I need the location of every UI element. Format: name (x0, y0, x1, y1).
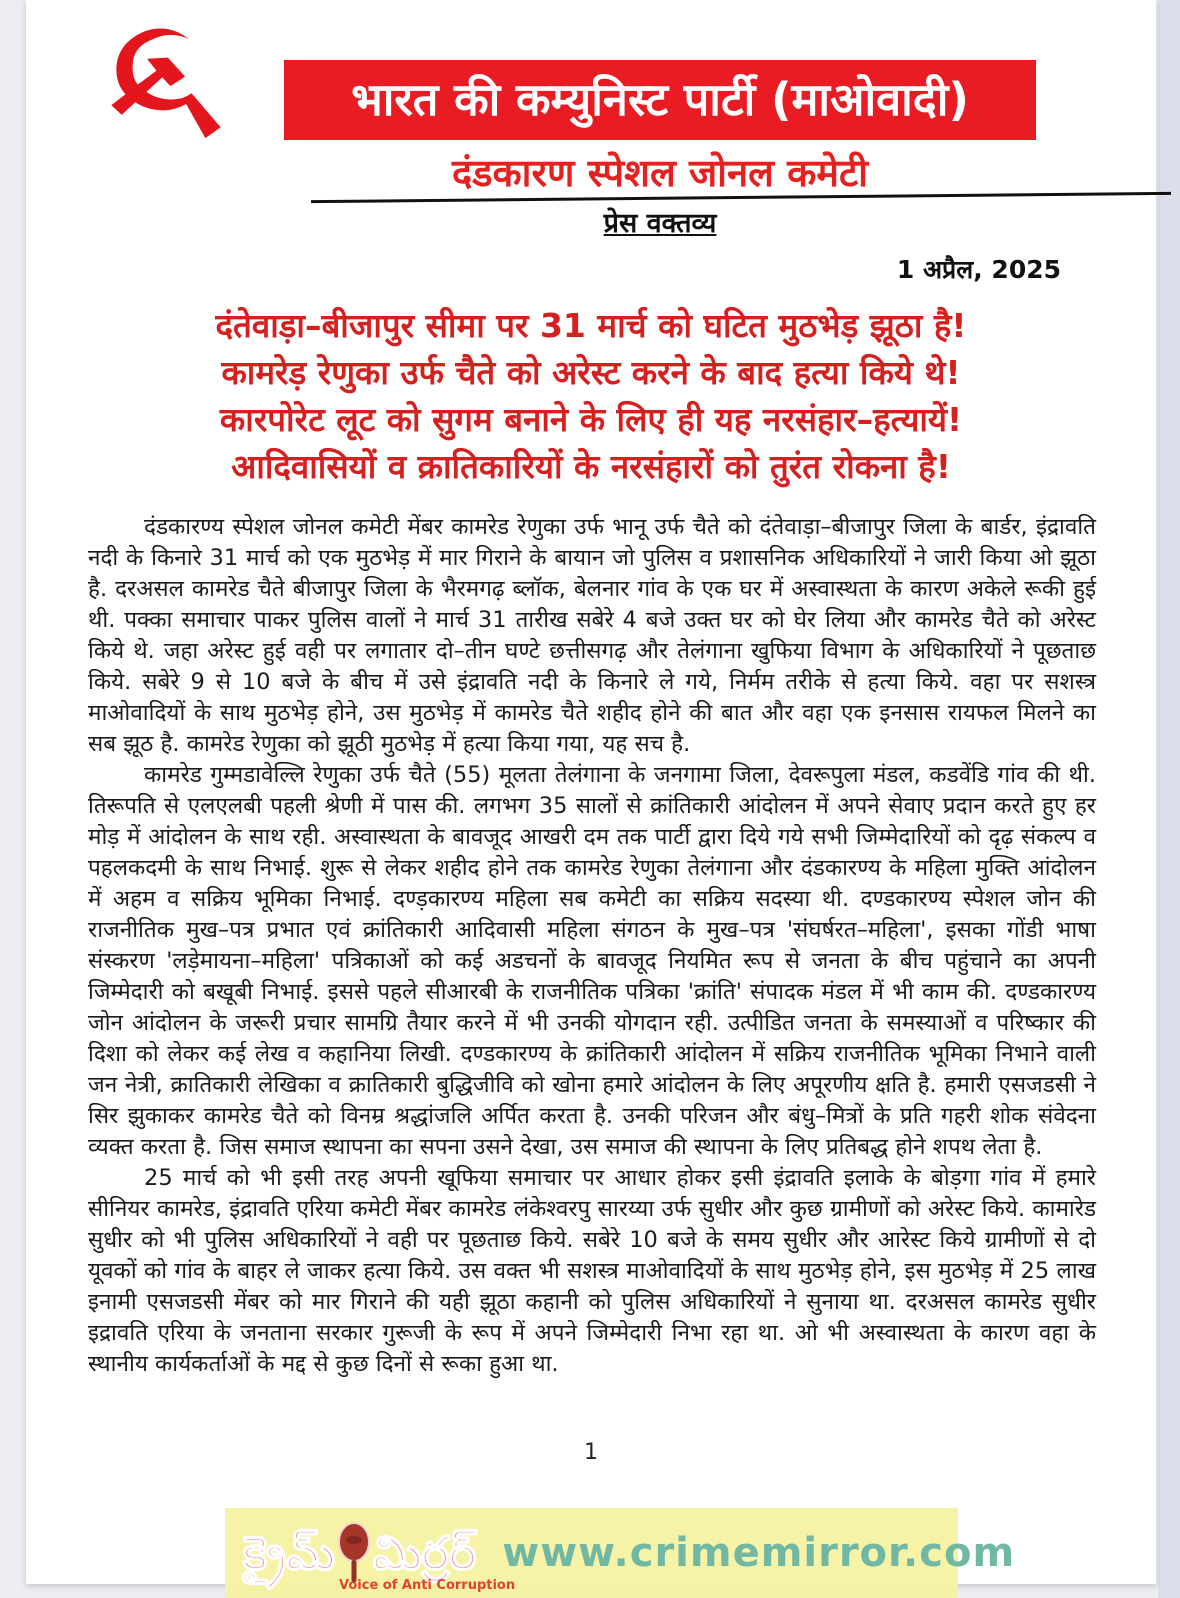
date: 1 अप्रैल, 2025 (896, 255, 1061, 284)
paragraph-3: 25 मार्च को भी इसी तरह अपनी खूफिया समाचार पर आधार होकर इसी इंद्रावति इलाके के बोड़गा गांव में हमारे सीनियर कामरेड, इंद्रावति एरिया कमेटी मेंबर कामरेड लंकेश्वरपु सारय्या उर्फ सुधीर और कुछ ग्रामीणों को अरेस्ट किये. कामारेड सुधीर को भी पुलिस अधिकारियों ने वही पर पूछताछ किये. सबेरे 10 बजे के समय सुधीर और आरेस्ट किये ग्रामीणों से दो यूवकों को गांव के बाहर ले जाकर हत्या किये. उस वक्त भी सशस्त्र माओवादियों के साथ मुठभेड़ होने, इस मुठभेड़ में 25 लाख इनामी एसजडसी मेंबर को मार गिराने की यही झूठा कहानी को पुलिस अधिकारियों ने सुनाया था. दरअसल कामरेड सुधीर इद्रावति एरिया के जनताना सरकार गुरूजी के रूप में अपने जिम्मेदारी निभा रहा था. ओ भी अस्वास्थता के कारण वहा के स्थानीय कार्यकर्ताओं के मद्द से कुछ दिनों से रूका हुआ था. (88, 1165, 1096, 1377)
scan-edge-strip (1158, 0, 1180, 1598)
headline-4: आदिवासियों व क्रातिकारियों के नरसंहारों को तुरंत रोकना है! (231, 447, 951, 486)
crimemirror-watermark (225, 1508, 1016, 1598)
party-name-banner: भारत की कम्युनिस्ट पार्टी (माओवादी) (284, 60, 1036, 140)
paragraph-2: कामरेड गुम्मडावेल्लि रेणुका उर्फ चैते (55) मूलता तेलंगाना के जनगामा जिला, देवरूपुला मंडल, कडवेंडि गांव की थी. तिरूपति से एलएलबी पहली श्रेणी में पास की. लगभग 35 सालों से क्रांतिकारी आंदोलन में अपने सेवाए प्रदान करते हुए हर मोड़ में आंदोलन के साथ रही. अस्वास्थता के बावजूद आखरी दम तक पार्टी द्वारा दिये गये सभी जिम्मेदारियों को दृढ़ संकल्प व पहलकदमी के साथ निभाई. शुरू से लेकर शहीद होने तक कामरेड रेणुका तेलंगाना और दंडकारण्य के महिला मुक्ति आंदोलन में अहम व सक्रिय भूमिका निभाई. दण्ड़कारण्य महिला सब कमेटी का सक्रिय सदस्या थी. दण्डकारण्य स्पेशल जोन की राजनीतिक मुख–पत्र प्रभात एवं क्रांतिकारी आदिवासी महिला संगठन के मुख–पत्र 'संघर्षरत–महिला', इसका गोंडी भाषा संस्करण 'लड़ेमायना–महिला' पत्रिकाओं को कई अडचनों के बावजूद नियमित रूप से जनता के बीच पहुंचाने का अपनी जिम्मेदारी को बखूबी निभाई. इससे पहले सीआरबी के राजनीतिक पत्रिका 'क्रांति' संपादक मंडल में भी काम की. दण्डकारण्य जोन आंदोलन के जरूरी प्रचार सामग्रि तैयार करने में भी उनकी योगदान रही. उत्पीडित जनता के समस्याओं व परिष्कार की दिशा को लेकर कई लेख व कहानिया लिखी. दण्डकारण्य के क्रांतिकारी आंदोलन में सक्रिय राजनीतिक भूमिका निभाने वाली जन नेत्री, क्रातिकारी लेखिका व क्रातिकारी बुद्धिजीवि को खोना हमारे आंदोलन के लिए अपूरणीय क्षति है. हमारी एसजडसी ने सिर झुकाकर कामरेड चैते को विनम्र श्रद्धांजलि अर्पित करता है. उनकी परिजन और बंधु–मित्रों के प्रति गहरी शोक संवेदना व्यक्त करता है. जिस समाज स्थापना का सपना उसने देखा, उस समाज की स्थापना के लिए प्रतिबद्ध होने शपथ लेता है. (88, 762, 1096, 1160)
paragraph-1: दंडकारण्य स्पेशल जोनल कमेटी मेंबर कामरेड रेणुका उर्फ भानू उर्फ चैते को दंतेवाड़ा–बीजापुर जिला के बार्डर, इंद्रावति नदी के किनारे 31 मार्च को एक मुठभेड़ में मार गिराने के बायान जो पुलिस व प्रशासनिक अधिकारियों ने जारी किया ओ झूठा है. दरअसल कामरेड चैते बीजापुर जिला के भैरमगढ़ ब्लॉक, बेलनार गांव के एक घर में अस्वास्थता के कारण अकेले रूकी हुई थी. पक्का समाचार पाकर पुलिस वालों ने मार्च 31 तारीख सबेरे 4 बजे उक्त घर को घेर लिया और कामरेड चैते को अरेस्ट किये थे. जहा अरेस्ट हुई वही पर लगातार दो–तीन घण्टे छत्तीसगढ़ और तेलंगाना खुफिया विभाग के अधिकारियों ने पूछताछ किये. सबेरे 9 से 10 बजे के बीच में उसे इंद्रावति नदी के किनारे ले गये, निर्मम तरीके से हत्या किये. वहा पर सशस्त्र माओवादियों के साथ मुठभेड़ होने, उस मुठभेड़ में कामरेड चैते शहीद होने की बात और वहा एक इनसास रायफल मिलने का सब झूठ है. कामरेड रेणुका को झूठी मुठभेड़ में हत्या किया गया, यह सच है. (88, 514, 1096, 757)
body-text (88, 512, 1096, 1380)
logo-word-right: మిర్రర్ (373, 1526, 477, 1580)
document-type-heading: प्रेस वक्तव्य (603, 208, 717, 239)
headline-block (86, 302, 1096, 490)
headline-2: कामरेड़ रेणुका उर्फ चैते को अरेस्ट करने के बाद हत्या किये थे! (221, 353, 961, 392)
committee-name: दंडकारण स्पेशल जोनल कमेटी (451, 151, 868, 195)
hammer-and-sickle-icon: ☭ (98, 0, 234, 174)
letterhead (284, 60, 1036, 198)
headline-3: कारपोरेट लूट को सुगम बनाने के लिए ही यह नरसंहार–हत्यायें! (219, 400, 963, 439)
document-page (26, 0, 1156, 1584)
headline-1: दंतेवाड़ा–बीजापुर सीमा पर 31 मार्च को घटित मुठभेड़ झूठा है! (215, 306, 967, 345)
page-number: 1 (584, 1440, 598, 1465)
hand-mirror-icon (337, 1522, 371, 1586)
crimemirror-logo (243, 1518, 516, 1593)
logo-word-left: క్రైమ్ (243, 1526, 336, 1580)
crimemirror-url: www.crimemirror.com (502, 1530, 1016, 1576)
logo-tagline: Voice of Anti Corruption (339, 1578, 516, 1593)
